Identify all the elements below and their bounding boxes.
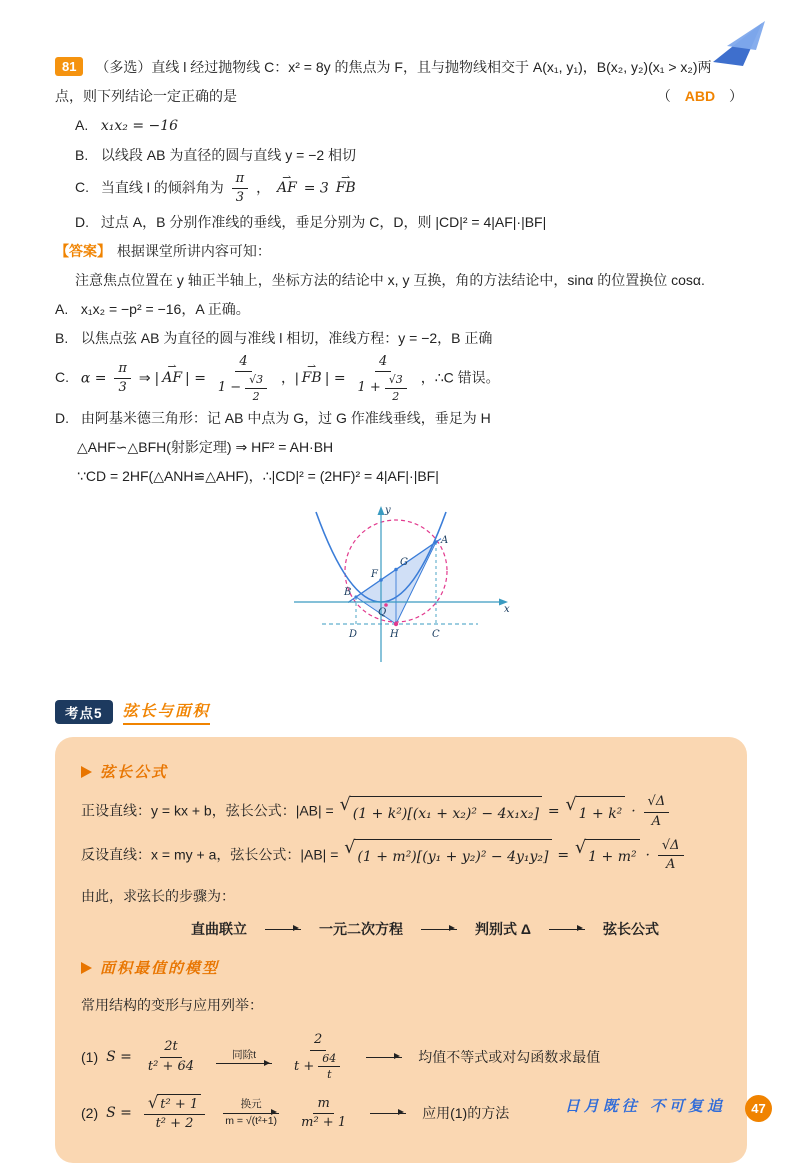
option-list bbox=[75, 112, 747, 236]
fraction-2-over-t-plus-64-over-t: 2 t + $\frac{64}{t}$ bbox=[290, 1032, 346, 1082]
vector-FB: FB ⇀ bbox=[336, 175, 356, 202]
vector-AF: AF ⇀ bbox=[277, 175, 297, 202]
equals-sign: = bbox=[547, 803, 560, 820]
abs-bar-eq: | = bbox=[185, 370, 206, 387]
chord-formula-heading bbox=[81, 761, 721, 782]
logo-triangle-light bbox=[727, 21, 765, 50]
label-D: D bbox=[349, 629, 358, 641]
steps-flow bbox=[191, 919, 721, 939]
flow-arrow bbox=[265, 929, 301, 930]
option-a-text: x₁x₂ = −16 bbox=[100, 118, 179, 134]
question-stem-row2 bbox=[55, 83, 747, 110]
fraction-pi-over-3: $\frac{\pi}{3}$ bbox=[114, 361, 131, 397]
point-F bbox=[379, 578, 383, 582]
solution-d-label: D. bbox=[55, 410, 69, 427]
arrow-icon bbox=[81, 766, 92, 778]
label-y: y bbox=[385, 505, 391, 517]
item-1-result: 均值不等式或对勾函数求最值 bbox=[418, 1049, 601, 1066]
flow-step-2: 一元二次方程 bbox=[319, 921, 403, 938]
fraction-sqrt-t2plus1-over-t2plus2: √ t² + 1 t² + 2 bbox=[144, 1094, 205, 1133]
vector-FB: FB ⇀ bbox=[302, 355, 322, 401]
solution-c bbox=[55, 354, 747, 404]
page-number-badge: 47 bbox=[745, 1095, 772, 1122]
solution-a-label: A. bbox=[55, 300, 69, 317]
option-a-label: A. bbox=[75, 117, 89, 133]
flow-arrow bbox=[549, 929, 585, 930]
area-model-heading bbox=[81, 957, 721, 978]
labeled-arrow-substitution: 换元 m = √(t²+1) bbox=[223, 1099, 279, 1127]
solution-c-label: C. bbox=[55, 369, 69, 386]
sqrt-expression: √ (1 + m²)[(y₁ + y₂)² − 4y₁y₂] bbox=[344, 839, 551, 872]
labeled-arrow-divide-by-t: 同除t bbox=[216, 1050, 272, 1065]
option-c-comma: ， bbox=[256, 179, 271, 196]
solution-c-tail: ，∴C 错误。 bbox=[420, 369, 500, 386]
solution-d-line3: ∵CD = 2HF(△ANH≌△AHF)，∴|CD|² = (2HF)² = 4|AF|·|BF| bbox=[77, 468, 439, 485]
fraction-AF-length: 4 1 − $\frac{√3}{2}$ bbox=[214, 354, 273, 404]
fraction-pi-over-3: $\frac{\pi}{3}$ bbox=[232, 171, 249, 207]
solution-b bbox=[55, 325, 747, 352]
option-b bbox=[75, 142, 747, 169]
flow-step-1: 直曲联立 bbox=[191, 921, 247, 938]
sqrt-expression: √ (1 + k²)[(x₁ + x₂)² − 4x₁x₂] bbox=[340, 796, 542, 829]
result-arrow bbox=[366, 1057, 402, 1058]
option-c-label: C. bbox=[75, 179, 89, 196]
fraction-m-over-m2plus1: $\frac{m}{\text{m² + 1}}$ bbox=[301, 1095, 347, 1130]
dot-operator: · bbox=[645, 847, 650, 864]
option-b-text: 以线段 AB 为直径的圆与直线 y = −2 相切 bbox=[100, 147, 357, 163]
solution-intro-row bbox=[55, 238, 747, 265]
option-c-eq: = 3 bbox=[303, 180, 329, 197]
structure-item-1 bbox=[81, 1032, 721, 1082]
section-title: 弦长与面积 bbox=[123, 699, 211, 725]
item-1-S: S = bbox=[106, 1049, 132, 1066]
option-c-pre: 当直线 l 的倾斜角为 bbox=[100, 179, 224, 196]
answer-value: ABD bbox=[684, 88, 716, 104]
y-axis-arrowhead bbox=[378, 506, 385, 515]
item-2-result: 应用(1)的方法 bbox=[422, 1105, 510, 1122]
solution-b-text: 以焦点弦 AB 为直径的圆与准线 l 相切，准线方程：y = −2，B 正确 bbox=[80, 329, 493, 346]
label-H: H bbox=[390, 629, 399, 641]
fraction-FB-length: 4 1 + $\frac{√3}{2}$ bbox=[353, 354, 412, 404]
label-G: G bbox=[400, 557, 408, 569]
steps-intro: 由此，求弦长的步骤为： bbox=[81, 888, 235, 905]
question-stem-line2: 点，则下列结论一定正确的是 bbox=[55, 88, 237, 104]
solution-b-label: B. bbox=[55, 329, 69, 346]
sqrt-expression: √ t² + 1 bbox=[148, 1094, 201, 1113]
question-stem bbox=[55, 54, 747, 81]
option-d-label: D. bbox=[75, 213, 89, 230]
label-C: C bbox=[432, 629, 440, 641]
main-content bbox=[55, 52, 747, 1163]
label-Q: Q bbox=[378, 607, 387, 619]
answer-key bbox=[657, 83, 743, 110]
item-2-number: (2) bbox=[81, 1105, 99, 1122]
option-a bbox=[75, 112, 747, 140]
solution-d-line2: △AHF∽△BFH(射影定理) ⇒ HF² = AH·BH bbox=[77, 439, 334, 456]
area-model-heading-text: 面积最值的模型 bbox=[100, 960, 220, 978]
fraction-sqrtDelta-over-A: $\frac{√\Delta}{A}$ bbox=[658, 838, 684, 874]
section-badge: 考点5 bbox=[55, 700, 113, 724]
fraction-sqrtDelta-over-A: $\frac{√\Delta}{A}$ bbox=[644, 794, 670, 830]
item-2-S: S = bbox=[106, 1105, 132, 1122]
chord-formula-line1 bbox=[81, 794, 721, 830]
item-1-number: (1) bbox=[81, 1049, 99, 1066]
answer-label: 【答案】 bbox=[55, 242, 111, 259]
chord-formula-line2 bbox=[81, 838, 721, 874]
sqrt-expression: √ 1 + m² bbox=[575, 839, 640, 872]
fraction-sqrt3-over-2: $\frac{√3}{2}$ bbox=[385, 373, 407, 404]
dot-operator: · bbox=[631, 803, 636, 820]
question-stem-line1: （多选）直线 l 经过抛物线 C：x² = 8y 的焦点为 F，且与抛物线相交于 A(x₁, y₁)，B(x₂, y₂)(x₁ > x₂)两 bbox=[95, 59, 712, 75]
label-F: F bbox=[371, 569, 378, 581]
label-A: A bbox=[441, 535, 449, 547]
section-heading bbox=[55, 699, 747, 725]
option-d bbox=[75, 209, 747, 236]
solution-a-text: x₁x₂ = −p² = −16，A 正确。 bbox=[80, 300, 250, 317]
solution-d bbox=[55, 405, 747, 432]
line1-prefix: 正设直线：y = kx + b，弦长公式：|AB| = bbox=[81, 802, 334, 819]
fraction-64-over-t: $\frac{64}{t}$ bbox=[318, 1052, 340, 1083]
fraction-2t-over-t2plus64: $\frac{2t}{\text{t² + 64}}$ bbox=[147, 1039, 195, 1074]
solution-d-line1: 由阿基米德三角形：记 AB 中点为 G，过 G 作准线垂线，垂足为 H bbox=[80, 410, 491, 427]
fraction-sqrt3-over-2: $\frac{√3}{2}$ bbox=[245, 373, 267, 404]
figure-container bbox=[55, 502, 747, 673]
solution-c-alpha: α = bbox=[80, 370, 107, 387]
option-c bbox=[75, 171, 747, 207]
option-d-text: 过点 A，B 分别作准线的垂线，垂足分别为 C，D，则 |CD|² = 4|AF|·|BF| bbox=[100, 213, 547, 230]
label-B: B bbox=[344, 587, 352, 599]
result-arrow bbox=[370, 1113, 406, 1114]
equals-sign: = bbox=[557, 847, 570, 864]
flow-step-3: 判别式 Δ bbox=[475, 921, 531, 938]
sqrt-expression: √ 1 + k² bbox=[566, 796, 626, 829]
solution-a bbox=[55, 296, 747, 323]
point-H bbox=[394, 622, 398, 626]
parabola-diagram bbox=[286, 502, 516, 670]
solution-intro: 根据课堂所讲内容可知： bbox=[116, 242, 271, 259]
question-number-badge: 81 bbox=[55, 57, 83, 76]
option-b-label: B. bbox=[75, 147, 89, 163]
abs-bar-eq: | = bbox=[324, 370, 346, 387]
solution-note: 注意焦点位置在 y 轴正半轴上，坐标方法的结论中 x, y 互换，角的方法结论中，sinα 的位置换位 cosα. bbox=[75, 271, 705, 288]
answer-paren-close: ） bbox=[729, 88, 743, 104]
implies-arrow: ⇒ bbox=[138, 369, 151, 386]
point-G bbox=[394, 568, 398, 572]
abs-bar: | bbox=[154, 370, 160, 387]
point-B bbox=[354, 596, 357, 599]
arrow-icon bbox=[81, 962, 92, 974]
chord-formula-heading-text: 弦长公式 bbox=[100, 764, 169, 782]
footer-motto: 日月既往 不可复追 bbox=[564, 1097, 726, 1115]
point-A bbox=[434, 541, 437, 544]
label-x: x bbox=[504, 604, 510, 616]
usage-intro: 常用结构的变形与应用列举： bbox=[81, 997, 263, 1014]
flow-arrow bbox=[421, 929, 457, 930]
comma-abs-bar: ，| bbox=[281, 369, 299, 386]
answer-paren-open: （ bbox=[656, 88, 671, 104]
flow-step-4: 弦长公式 bbox=[602, 921, 659, 938]
line2-prefix: 反设直线：x = my + a，弦长公式：|AB| = bbox=[81, 846, 339, 863]
vector-AF: AF ⇀ bbox=[162, 355, 182, 401]
